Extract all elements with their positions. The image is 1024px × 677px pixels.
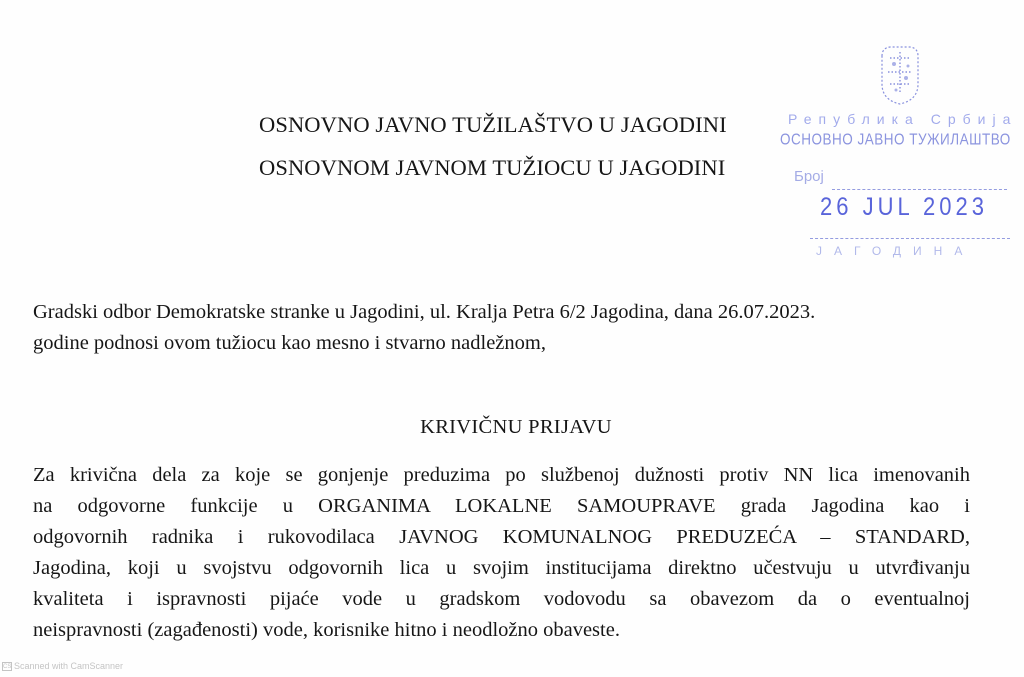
stamp-city: ЈАГОДИНА [816, 244, 975, 258]
body-line: Jagodina, koji u svojstvu odgovornih lica u svojim institucijama direktno učestvuju u utvrđivanju [33, 557, 970, 579]
stamp-number-line [832, 189, 1007, 190]
body-line: neispravnosti (zagađenosti) vode, korisnike hitno i neodložno obaveste. [33, 619, 620, 641]
receipt-stamp [780, 40, 1024, 265]
body-line: na odgovorne funkcije u ORGANIMA LOKALNE SAMOUPRAVE grada Jagodina kao i [33, 495, 970, 517]
recipient-person-heading: OSNOVNOM JAVNOM TUŽIOCU U JAGODINI [259, 155, 726, 180]
intro-line: godine podnosi ovom tužiocu kao mesno i stvarno nadležnom, [33, 332, 546, 354]
stamp-country: Република Србија [788, 111, 1018, 127]
stamp-date-line [810, 238, 1010, 239]
document-title: KRIVIČNU PRIJAVU [420, 416, 612, 438]
camscanner-watermark [2, 661, 123, 671]
recipient-office-heading: OSNOVNO JAVNO TUŽILAŠTVO U JAGODINI [259, 112, 727, 137]
watermark-text: Scanned with CamScanner [14, 661, 124, 671]
stamp-office: ОСНОВНО ЈАВНО ТУЖИЛАШТВО [780, 130, 1011, 149]
body-line: Za krivična dela za koje se gonjenje preduzima po službenoj dužnosti protiv NN lica imenovanih [33, 464, 970, 486]
body-line: kvaliteta i ispravnosti pijaće vode u gradskom vodovodu sa obavezom da o eventualnoj [33, 588, 970, 610]
body-paragraph [33, 460, 970, 646]
intro-paragraph [33, 297, 970, 359]
body-line: odgovornih radnika i rukovodilaca JAVNOG KOMUNALNOG PREDUZEĆA – STANDARD, [33, 526, 970, 548]
stamp-number-label: Број [794, 168, 824, 185]
camscanner-logo-icon: CS [3, 663, 12, 670]
stamp-date: 26 JUL 2023 [820, 192, 988, 221]
intro-line: Gradski odbor Demokratske stranke u Jagodini, ul. Kralja Petra 6/2 Jagodina, dana 26.07.2023. [33, 301, 816, 323]
